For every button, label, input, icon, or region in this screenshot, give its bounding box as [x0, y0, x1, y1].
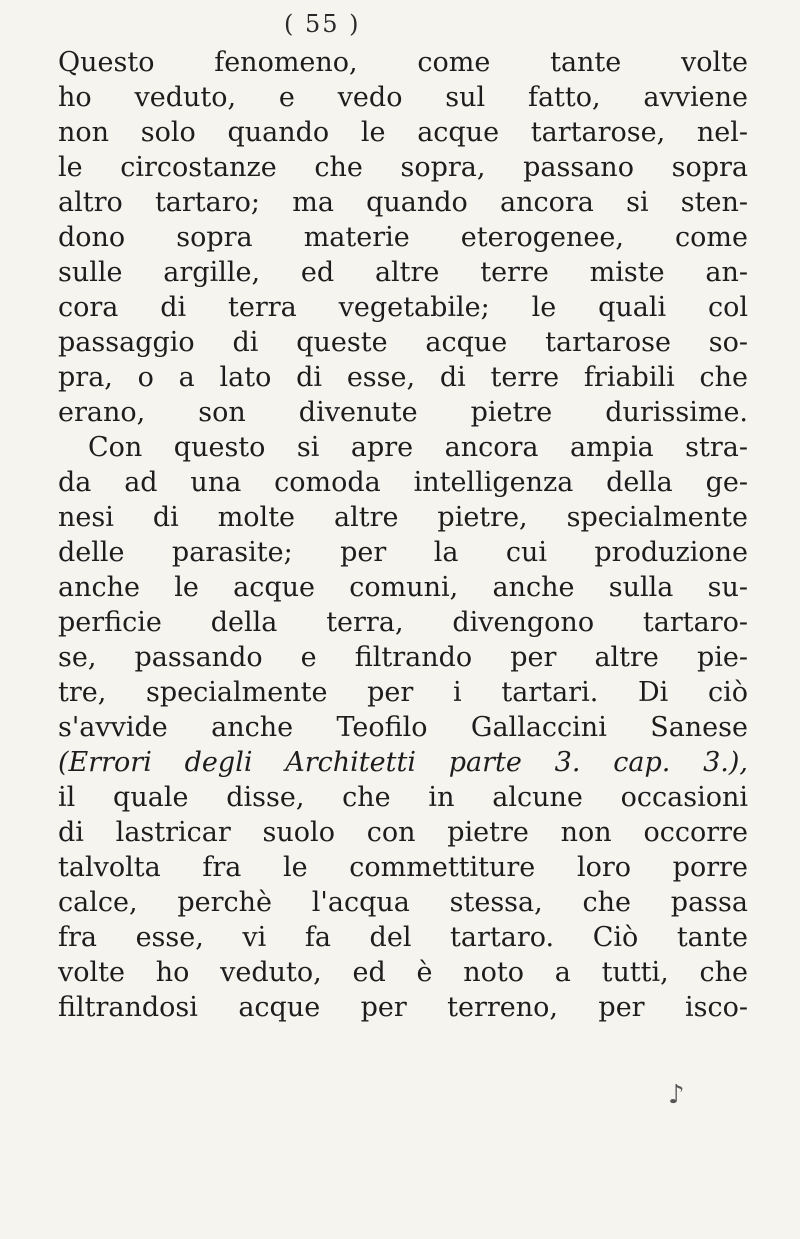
body-text — [58, 45, 748, 1025]
text-line: se, passando e filtrando per altre pie- — [58, 642, 748, 673]
text-line: cora di terra vegetabile; le quali col — [58, 292, 748, 323]
text-line: Questo fenomeno, come tante volte — [58, 47, 748, 78]
text-line: perficie della terra, divengono tartaro- — [58, 607, 748, 638]
text-line: sulle argille, ed altre terre miste an- — [58, 257, 748, 288]
text-line: il quale disse, che in alcune occasioni — [58, 782, 748, 813]
page-number: ( 55 ) — [284, 10, 361, 38]
text-line-citation: (Errori degli Architetti parte 3. cap. 3.), — [58, 747, 748, 778]
text-line: s'avvide anche Teofilo Gallaccini Sanese — [58, 712, 748, 743]
text-line: volte ho veduto, ed è noto a tutti, che — [58, 957, 748, 988]
text-line: non solo quando le acque tartarose, nel- — [58, 117, 748, 148]
text-line: dono sopra materie eterogenee, come — [58, 222, 748, 253]
text-line: pra, o a lato di esse, di terre friabili che — [58, 362, 748, 393]
text-line: le circostanze che sopra, passano sopra — [58, 152, 748, 183]
text-line: da ad una comoda intelligenza della ge- — [58, 467, 748, 498]
text-line: fra esse, vi fa del tartaro. Ciò tante — [58, 922, 748, 953]
text-line: delle parasite; per la cui produzione — [58, 537, 748, 568]
text-line: nesi di molte altre pietre, specialmente — [58, 502, 748, 533]
text-line: ho veduto, e vedo sul fatto, avviene — [58, 82, 748, 113]
text-line: Con questo si apre ancora ampia stra- — [88, 432, 748, 463]
text-line: altro tartaro; ma quando ancora si sten- — [58, 187, 748, 218]
text-line: filtrandosi acque per terreno, per isco- — [58, 992, 748, 1023]
text-line: calce, perchè l'acqua stessa, che passa — [58, 887, 748, 918]
text-line: passaggio di queste acque tartarose so- — [58, 327, 748, 358]
text-line: erano, son divenute pietre durissime. — [58, 397, 748, 428]
stray-ink-mark: ♪ — [668, 1080, 685, 1110]
text-line: tre, specialmente per i tartari. Di ciò — [58, 677, 748, 708]
text-line: anche le acque comuni, anche sulla su- — [58, 572, 748, 603]
text-line: di lastricar suolo con pietre non occorre — [58, 817, 748, 848]
text-line: talvolta fra le commettiture loro porre — [58, 852, 748, 883]
